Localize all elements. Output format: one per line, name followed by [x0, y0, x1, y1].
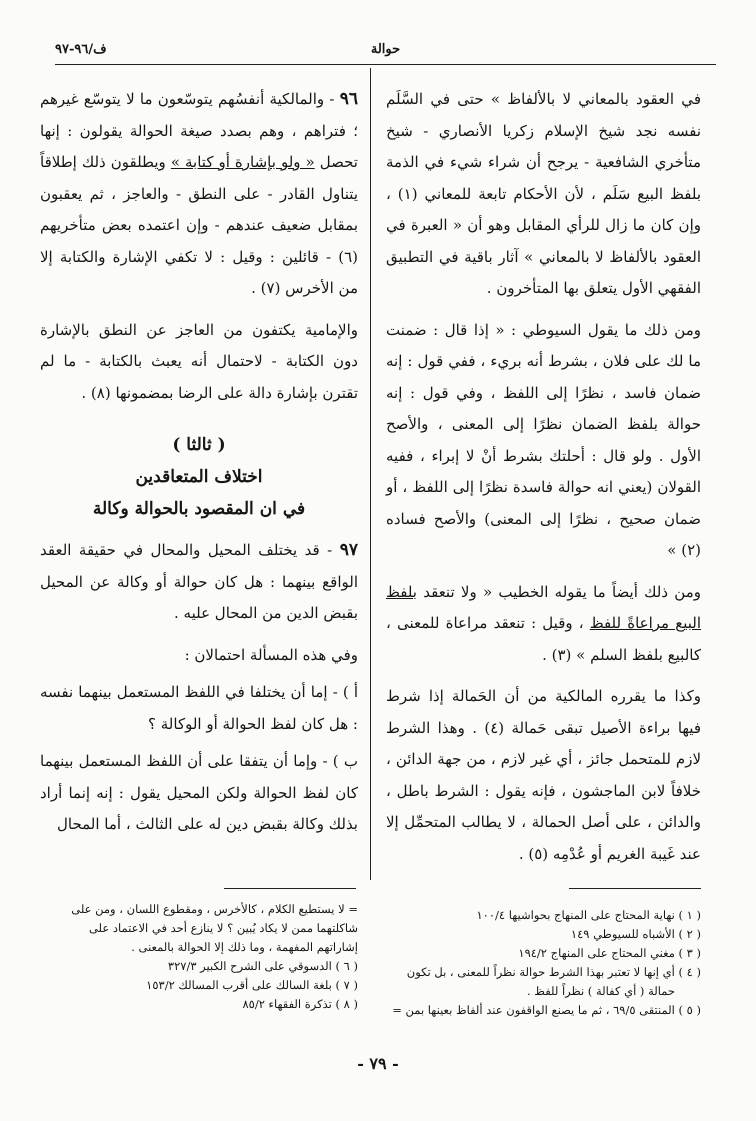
footnote-continuation: حمالة ( أي كفالة ) نظراً للفظ .	[526, 984, 675, 998]
header-rule	[55, 64, 716, 65]
footnote-continuation: شاكلتهما ممن لا يكاد يُبين ؟ لا ينازع أحد في الاعتماد على	[88, 921, 358, 935]
left-column	[40, 84, 358, 847]
footnote: ( ٣ ) مغني المحتاج على المنهاج ١٩٤/٢	[518, 946, 701, 960]
underlined-phrase: بلفظ البيع مراعاةً للفظ	[386, 582, 702, 632]
paragraph-number: ٩٧	[339, 540, 358, 560]
section-label: ( ثالثا )	[172, 435, 226, 455]
footnote: ( ٢ ) الأشباه للسيوطي ١٤٩	[570, 927, 701, 941]
right-paragraph-1: في العقود بالمعاني لا بالألفاظ » حتى في السَّلَم نفسه نجد شيخ الإسلام زكريا الأنصاري - شيخ متأخري الشافعية - يرجح أن شراء شيء في الذمة بلفظ البيع سَلَم ، لأن الأحكام تابعة للمعاني (١) ، وإن كان ما زال للرأي المقابل وهو أن « العبرة في العقود بالألفاظ لا بالمعاني » آثار باقية في التطبيق الفقهي الأول يتعلق بها المتأخرون .	[386, 90, 701, 297]
imamiyya-paragraph: والإمامية يكتفون من العاجز عن النطق بالإشارة دون الكتابة - لاحتمال أنه يعبث بالكتابة - ما لم تقترن بإشارة دالة على الرضا بمضمونها (٨) .	[40, 320, 358, 402]
section-subtitle: في ان المقصود بالحوالة وكالة	[92, 499, 306, 519]
running-header	[55, 36, 716, 64]
header-title: حوالة	[370, 42, 401, 57]
right-paragraph-3-end: ، وقيل : تنعقد مراعاة للمعنى ، كالبيع بلفظ السلم » (٣) .	[386, 614, 701, 664]
footnote: ( ٧ ) بلغة السالك على أقرب المسالك ١٥٣/٢	[146, 978, 358, 992]
footnote-rule-right	[569, 888, 701, 889]
paragraph-number: ٩٦	[339, 89, 358, 109]
paragraph-97-text: - قد يختلف المحيل والمحال في حقيقة العقد الواقع بينهما : هل كان حوالة أو وكالة عن المحيل بقبض الدين من المحال عليه .	[40, 541, 358, 622]
right-column	[386, 84, 701, 880]
paragraph-97	[40, 535, 358, 630]
right-paragraph-3	[386, 577, 701, 672]
paragraph-96-start: - والمالكية أنفسُهم يتوسّعون ما لا يتوسّع غيرهم ؛ فتراهم ، وهم بصدد صيغة الحوالة يقولون : إنها تحصل	[40, 90, 358, 171]
section-heading	[40, 429, 358, 525]
footnote: ( ٥ ) المنتقى ٦٩/٥ ، ثم ما يصنع الواقفون عند ألفاظ بعينها بمن =	[392, 1003, 701, 1017]
right-paragraph-2: ومن ذلك ما يقول السيوطي : « إذا قال : ضمنت ما لك على فلان ، بشرط أنه بريء ، ففي قول : إنه ضمان فاسد ، نظرًا إلى اللفظ ، وفي قول : إنه حوالة بلفظ الضمان نظرًا إلى المعنى ، والأصح الأول . ولو قال : أحلتك بشرط أنْ لا إبراء ، ففيه القولان (يعني انه حوالة فاسدة نظرًا إلى اللفظ ، أو ضمان صحيح ، نظرًا إلى المعنى) والأصح فساده (٢) »	[386, 320, 701, 559]
section-title: اختلاف المتعاقدين	[135, 467, 263, 487]
header-entry-code: ف/٩٦-٩٧	[55, 42, 107, 57]
footnote-rule-left	[224, 888, 356, 889]
footnotes-left	[40, 900, 358, 1014]
column-divider	[370, 68, 371, 880]
footnote: ( ١ ) نهاية المحتاج على المنهاج بحواشيها ١٠٠/٤	[476, 908, 701, 922]
possibility-b: ب ) - وإما أن يتفقا على أن اللفظ المستعمل بينهما كان لفظ الحوالة ولكن المحيل يقول : إنه إنما أراد بذلك وكالة بقبض دين له على الثالث ، أما المحال	[40, 752, 358, 833]
footnotes-right	[391, 906, 701, 1020]
right-paragraph-4: وكذا ما يقرره المالكية من أن الحَمالة إذا شرط فيها براءة الأصيل تبقى حَمالة (٤) . وهذا الشرط لازم للمتحمل جائز ، أي غير لازم ، من جهة الدائن ، خلافاً لابن الماجشون ، فإنه يقول : الشرط باطل ، والدائن ، على أصل الحمالة ، لا يطالب المتحمِّل إلا عند غَيبة الغريم أو عُدْمِه (٥) .	[386, 687, 701, 863]
underlined-quote: « ولو بإشارة أو كتابة »	[170, 153, 315, 171]
footnote-continuation: = لا يستطيع الكلام ، كالأخرس ، ومقطوع اللسان ، ومن على	[71, 902, 358, 916]
page-number: - ٧٩ -	[357, 1054, 399, 1073]
footnote: ( ٨ ) تذكرة الفقهاء ٨٥/٢	[242, 997, 358, 1011]
footnote: ( ٦ ) الدسوقي على الشرح الكبير ٣٢٧/٣	[167, 959, 358, 973]
footnote-continuation: إشاراتهم المفهمة ، وما ذلك إلا الحوالة بالمعنى .	[131, 940, 358, 954]
possibility-a: أ ) - إما أن يختلفا في اللفظ المستعمل بينهما نفسه : هل كان لفظ الحوالة أو الوكالة ؟	[40, 683, 358, 733]
paragraph-96-end: ويطلقون ذلك إطلاقاً يتناول القادر - على النطق - والعاجز ، ثم يعقبون بمقابل ضعيف عندهم - وإن اعتمده بعض متأخريهم (٦) - قائلين : وقيل : لا تكفي الإشارة والكتابة إلا من الأخرس (٧) .	[40, 153, 358, 297]
footnote: ( ٤ ) أي إنها لا تعتبر بهذا الشرط حوالة نظراً للمعنى ، بل تكون	[406, 965, 701, 979]
possibilities-intro: وفي هذه المسألة احتمالان :	[184, 645, 358, 664]
paragraph-96	[40, 84, 358, 305]
right-paragraph-3-start: ومن ذلك أيضاً ما يقوله الخطيب « ولا تنعقد	[416, 582, 701, 601]
